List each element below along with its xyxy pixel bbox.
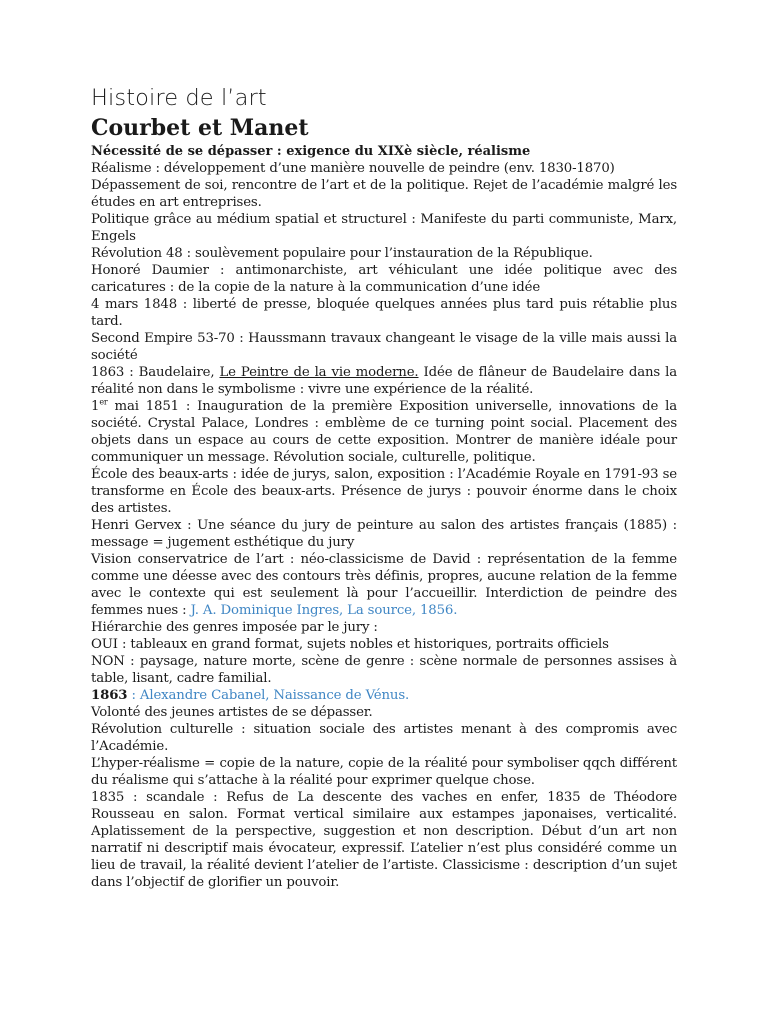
paragraph: Honoré Daumier : antimonarchiste, art véhiculant une idée politique avec des caricatures : de la copie de la nature à la communication d’une idée [91, 263, 677, 295]
paragraph [91, 687, 677, 704]
document-title: Histoire de l’art [91, 85, 267, 111]
paragraph: Vision conservatrice de l’art : néo-classicisme de David : représentation de la femme comme une déesse avec des contours très définis, propres, aucune relation de la femme avec le contexte qui est seulement là pour l’accueillir. Interdiction de peindre des femmes nues : J. A. Dominique Ingres, La source, 1856. [91, 552, 677, 618]
paragraph: Révolution 48 : soulèvement populaire pour l’instauration de la République. [91, 246, 593, 261]
paragraph: Hiérarchie des genres imposée par le jury : [91, 620, 378, 635]
paragraph: 4 mars 1848 : liberté de presse, bloquée quelques années plus tard puis rétablie plus tard. [91, 297, 677, 329]
document-subtitle: Courbet et Manet [91, 115, 309, 141]
paragraph: 1835 : scandale : Refus de La descente des vaches en enfer, 1835 de Théodore Rousseau en salon. Format vertical similaire aux estampes japonaises, verticalité. Aplatissement de la perspective, suggestion et non description. Début d’un art non narratif ni descriptif mais évocateur, expressif. L’atelier n’est plus considéré comme un lieu de travail, la réalité devient l’atelier de l’artiste. Classicisme : description d’un sujet dans l’objectif de glorifier un pouvoir. [91, 790, 677, 890]
paragraph: Henri Gervex : Une séance du jury de peinture au salon des artistes français (1885) : message = jugement esthétique du jury [91, 518, 677, 550]
paragraph: Volonté des jeunes artistes de se dépasser. [91, 705, 373, 720]
paragraph: Révolution culturelle : situation sociale des artistes menant à des compromis avec l’Académie. [91, 722, 677, 754]
artwork-reference: J. A. Dominique Ingres, La source, 1856. [190, 603, 458, 618]
paragraph: Politique grâce au médium spatial et structurel : Manifeste du parti communiste, Marx, Engels [91, 212, 677, 244]
paragraph: Réalisme : développement d’une manière nouvelle de peindre (env. 1830-1870) [91, 161, 615, 176]
paragraph: 1er mai 1851 : Inauguration de la première Exposition universelle, innovations de la société. Crystal Palace, Londres : emblème de ce turning point social. Placement des objets dans un espace au cours de cette exposition. Montrer de manière idéale pour communiquer un message. Révolution sociale, culturelle, politique. [91, 397, 677, 465]
section-heading: Nécessité de se dépasser : exigence du XIXè siècle, réalisme [91, 144, 531, 159]
paragraph: Second Empire 53-70 : Haussmann travaux changeant le visage de la ville mais aussi la société [91, 331, 677, 363]
paragraph: NON : paysage, nature morte, scène de genre : scène normale de personnes assises à table, lisant, cadre familial. [91, 654, 677, 686]
artwork-reference: : Alexandre Cabanel, Naissance de Vénus. [127, 688, 410, 703]
document-page [91, 84, 677, 891]
paragraph: L’hyper-réalisme = copie de la nature, copie de la réalité pour symboliser qqch différent du réalisme qui s’attache à la réalité pour exprimer quelque chose. [91, 756, 677, 788]
ordinal-superscript: er [99, 397, 108, 407]
year-bold: 1863 [91, 688, 128, 703]
paragraph: 1863 : Baudelaire, Le Peintre de la vie moderne. Idée de flâneur de Baudelaire dans la réalité non dans le symbolisme : vivre une expérience de la réalité. [91, 365, 677, 397]
paragraph: Dépassement de soi, rencontre de l’art et de la politique. Rejet de l’académie malgré les études en art entreprises. [91, 178, 677, 210]
book-title: Le Peintre de la vie moderne. [219, 365, 419, 380]
paragraph: OUI : tableaux en grand format, sujets nobles et historiques, portraits officiels [91, 637, 609, 652]
paragraph: École des beaux-arts : idée de jurys, salon, exposition : l’Académie Royale en 1791-93 se transforme en École des beaux-arts. Présence de jurys : pouvoir énorme dans le choix des artistes. [91, 467, 677, 516]
